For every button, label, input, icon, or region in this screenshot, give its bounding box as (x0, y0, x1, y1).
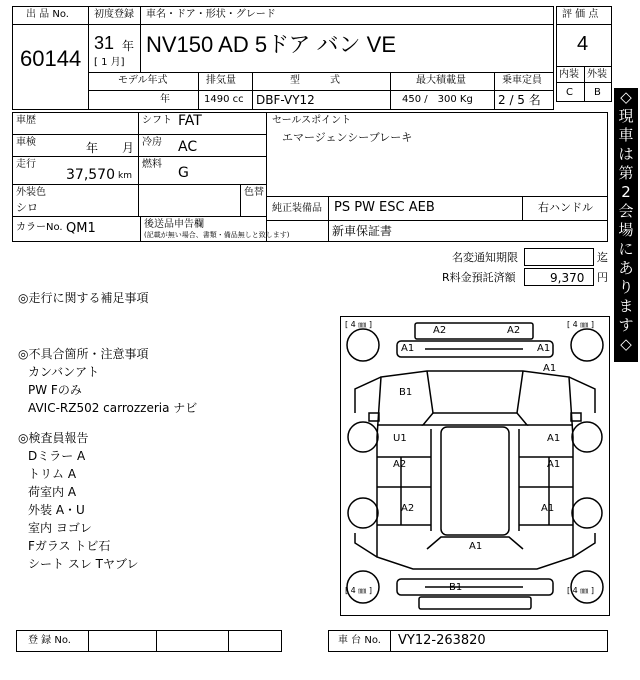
name-change-box (524, 248, 594, 266)
displacement-value: 1490 cc (204, 94, 244, 105)
venue-notice-char: 会 (618, 202, 634, 220)
ac-label: 冷房 (142, 137, 162, 148)
defect-item: AVIC-RZ502 carrozzeria ナビ (28, 401, 198, 415)
sales-point-value: エマージェンシーブレーキ (282, 131, 413, 144)
venue-notice-char: 車 (618, 126, 634, 144)
reg-month: [ 1 月] (94, 57, 125, 68)
venue-notice-char: り (618, 278, 634, 296)
venue-notice-char: ◇ (620, 335, 632, 353)
damage-mark: A1 (401, 343, 415, 354)
reg-label: 初度登録 (94, 9, 134, 20)
venue-notice-char: 場 (618, 221, 634, 239)
ac-value: AC (178, 139, 198, 155)
damage-mark: A1 (537, 343, 551, 354)
lot-label: 出 品 No. (26, 9, 69, 20)
defect-item: PW Fのみ (28, 383, 82, 397)
history-label: 車歴 (16, 115, 36, 126)
damage-mark: A2 (401, 503, 415, 514)
car-name-label: 車名・ドア・形状・グレード (146, 9, 276, 20)
damage-mark: B1 (449, 582, 463, 593)
interior-grade: C (566, 87, 573, 98)
color-label: 外装色 (16, 187, 46, 198)
damage-mark: A1 (547, 459, 561, 470)
venue-notice-char: あ (618, 259, 634, 277)
inspector-title: ◎検査員報告 (18, 431, 89, 445)
defects-title: ◎不具合箇所・注意事項 (18, 347, 149, 361)
inspector-item: 室内 ヨゴレ (28, 521, 92, 535)
reg-year: 31 (94, 33, 115, 53)
chassis-no-value: VY12-263820 (398, 633, 486, 648)
interior-label: 内装 (559, 69, 579, 80)
venue-notice-char: ま (618, 297, 634, 315)
mileage-unit: km (118, 171, 132, 181)
recycle-value: 9,370 (550, 271, 585, 285)
equipment-value: PS PW ESC AEB (334, 200, 435, 215)
mileage-value: 37,570 (66, 167, 115, 183)
tire-depth-rear-right: [ 4 ㎜ ] (567, 586, 594, 595)
registration-no-label: 登 録 No. (28, 635, 71, 646)
displacement-label: 排気量 (206, 75, 236, 86)
inspection-label: 車検 (16, 137, 36, 148)
name-change-label: 名変通知期限 (452, 251, 518, 264)
damage-mark: A1 (469, 541, 483, 552)
inspector-item: Dミラー A (28, 449, 86, 463)
car-name: NV150 AD 5ドア バン VE (146, 32, 396, 57)
aftermarket-label: 後送品申告欄 (144, 219, 204, 230)
damage-mark: B1 (399, 387, 413, 398)
venue-notice-char: ◇ (620, 88, 632, 106)
load-value: 450 / 300 Kg (402, 94, 473, 105)
inspector-item: シート スレ Tヤブレ (28, 557, 139, 571)
car-diagram-outline (341, 317, 609, 615)
exterior-grade: B (594, 87, 601, 98)
warranty-value: 新車保証書 (332, 224, 393, 238)
lot-number: 60144 (20, 46, 82, 71)
capacity-label: 乗車定員 (502, 75, 542, 86)
mileage-label: 走行 (16, 159, 36, 170)
damage-mark: A2 (433, 325, 447, 336)
venue-notice-char: は (618, 145, 634, 163)
color-value: シロ (16, 201, 38, 214)
reg-year-unit: 年 (122, 39, 135, 53)
color-no-value: QM1 (66, 221, 96, 236)
venue-notice-char: す (618, 316, 634, 334)
inspection-value: 年 月 (86, 141, 135, 155)
capacity-value: 2 / 5 名 (498, 93, 541, 107)
model-code-label: 型 式 (290, 75, 340, 86)
inspector-item: トリム A (28, 467, 77, 481)
equipment-label: 純正装備品 (272, 203, 322, 214)
load-label: 最大積載量 (416, 75, 466, 86)
tire-depth-rear-left: [ 4 ㎜ ] (345, 586, 372, 595)
damage-mark: A1 (541, 503, 555, 514)
damage-mark: A2 (393, 459, 407, 470)
damage-mark: A2 (507, 325, 521, 336)
venue-notice-text (614, 88, 638, 354)
fuel-value: G (178, 165, 189, 181)
venue-notice-char: 2 (621, 183, 631, 201)
tire-depth-front-left: [ 4 ㎜ ] (345, 320, 372, 329)
exterior-label: 外装 (587, 69, 607, 80)
inspector-item: 荷室内 A (28, 485, 77, 499)
chassis-no-label: 車 台 No. (338, 635, 381, 646)
driving-notes-title: ◎走行に関する補足事項 (18, 291, 149, 305)
fuel-label: 燃料 (142, 159, 162, 170)
grade-label: 評 価 点 (562, 9, 599, 20)
inspector-item: 外装 A・U (28, 503, 85, 517)
venue-notice-char: 現 (618, 107, 634, 125)
venue-notice-char: 第 (618, 164, 634, 182)
model-year-label: モデル年式 (118, 75, 168, 86)
recycle-label: R料金預託済額 (442, 271, 516, 284)
damage-mark: A1 (547, 433, 561, 444)
aftermarket-note: (記載が無い場合、書類・備品無しと致します) (144, 231, 290, 239)
model-code: DBF-VY12 (256, 93, 315, 107)
sales-point-label: セールスポイント (272, 115, 352, 126)
model-year-unit: 年 (160, 94, 170, 105)
color-change-label: 色替 (244, 187, 264, 198)
shift-label: シフト (142, 115, 172, 126)
shift-value: FAT (178, 113, 202, 129)
recycle-unit: 円 (597, 271, 608, 284)
damage-mark: U1 (393, 433, 407, 444)
color-no-label: カラーNo. (16, 222, 63, 233)
defect-item: カンバンアト (28, 365, 100, 379)
tire-depth-front-right: [ 4 ㎜ ] (567, 320, 594, 329)
damage-mark: A1 (543, 363, 557, 374)
name-change-unit: 迄 (597, 251, 608, 264)
venue-notice (614, 88, 638, 362)
car-diagram (340, 316, 610, 616)
handle-value: 右ハンドル (538, 201, 593, 214)
venue-notice-char: に (618, 240, 634, 258)
inspector-item: Fガラス トビ石 (28, 539, 111, 553)
grade-score: 4 (577, 33, 589, 55)
